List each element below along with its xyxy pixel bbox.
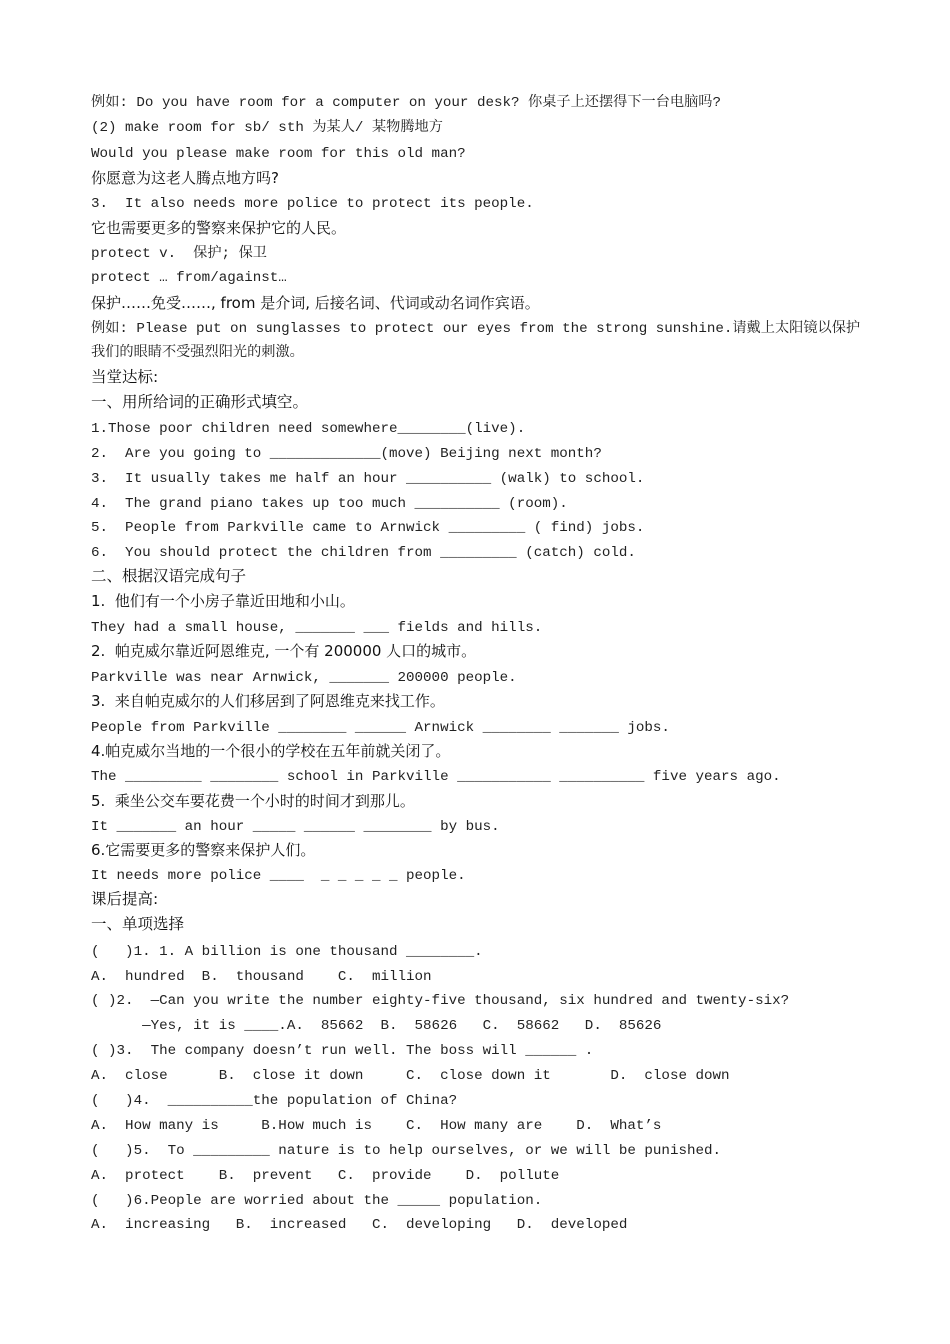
question-item: ( )6.People are worried about the _____ population. bbox=[91, 1193, 543, 1209]
exercise-item: 2. Are you going to _____________(move) Beijing next month? bbox=[91, 446, 602, 462]
section-heading: 课后提高: bbox=[91, 890, 159, 908]
exercise-item: Parkville was near Arnwick, _______ 200000 people. bbox=[91, 670, 517, 686]
answer-options: A. hundred B. thousand C. million bbox=[91, 969, 432, 985]
section-heading: 二、根据汉语完成句子 bbox=[91, 567, 247, 585]
answer-options: A. How many is B.How much is C. How many are D. What’s bbox=[91, 1118, 662, 1134]
question-item: ( )5. To _________ nature is to help ourselves, or we will be punished. bbox=[91, 1143, 722, 1159]
answer-options: A. increasing B. increased C. developing D. developed bbox=[91, 1217, 628, 1233]
exercise-prompt: 2. 帕克威尔靠近阿恩维克, 一个有 200000 人口的城市。 bbox=[91, 642, 477, 660]
question-item: ( )3. The company doesn’t run well. The boss will ______ . bbox=[91, 1043, 594, 1059]
exercise-prompt: 6.它需要更多的警察来保护人们。 bbox=[91, 841, 316, 859]
exercise-prompt: 4.帕克威尔当地的一个很小的学校在五年前就关闭了。 bbox=[91, 742, 451, 760]
section-heading: 当堂达标: bbox=[91, 368, 159, 386]
exercise-prompt: 1. 他们有一个小房子靠近田地和小山。 bbox=[91, 592, 355, 610]
text-line: Would you please make room for this old man? bbox=[91, 146, 466, 162]
question-item: ( )4. __________the population of China? bbox=[91, 1093, 458, 1109]
exercise-item: 3. It usually takes me half an hour __________ (walk) to school. bbox=[91, 471, 645, 487]
exercise-prompt: 5. 乘坐公交车要花费一个小时的时间才到那儿。 bbox=[91, 792, 415, 810]
section-heading: 一、用所给词的正确形式填空。 bbox=[91, 393, 309, 411]
text-line: (2) make room for sb/ sth 为某人/ 某物腾地方 bbox=[91, 120, 443, 136]
exercise-item: It _______ an hour _____ ______ ________ by bus. bbox=[91, 819, 500, 835]
exercise-item: The _________ ________ school in Parkville ___________ __________ five years ago. bbox=[91, 769, 781, 785]
text-line: 保护……免受……, from 是介词, 后接名词、代词或动名词作宾语。 bbox=[91, 294, 540, 312]
text-paragraph: 例如: Please put on sunglasses to protect our eyes from the strong sunshine.请戴上太阳镜以保护我们的眼睛不受强烈阳光的刺激。 bbox=[91, 321, 861, 361]
text-line: protect … from/against… bbox=[91, 270, 287, 286]
answer-options: —Yes, it is ____.A. 85662 B. 58626 C. 58662 D. 85626 bbox=[91, 1018, 662, 1034]
exercise-item: 4. The grand piano takes up too much __________ (room). bbox=[91, 496, 568, 512]
text-line: protect v. 保护; 保卫 bbox=[91, 246, 267, 262]
question-item: ( )2. —Can you write the number eighty-five thousand, six hundred and twenty-six? bbox=[91, 993, 790, 1009]
text-line: 它也需要更多的警察来保护它的人民。 bbox=[91, 219, 347, 237]
question-item: ( )1. 1. A billion is one thousand ________. bbox=[91, 944, 483, 960]
exercise-item: 5. People from Parkville came to Arnwick _________ ( find) jobs. bbox=[91, 520, 645, 536]
exercise-item: People from Parkville ________ ______ Arnwick ________ _______ jobs. bbox=[91, 720, 670, 736]
exercise-item: They had a small house, _______ ___ fields and hills. bbox=[91, 620, 543, 636]
exercise-prompt: 3. 来自帕克威尔的人们移居到了阿恩维克来找工作。 bbox=[91, 692, 445, 710]
text-line: 3. It also needs more police to protect its people. bbox=[91, 196, 534, 212]
exercise-item: 6. You should protect the children from _________ (catch) cold. bbox=[91, 545, 636, 561]
text-line: 你愿意为这老人腾点地方吗? bbox=[91, 169, 279, 187]
exercise-item: It needs more police ____ _ _ _ _ _ people. bbox=[91, 868, 466, 884]
answer-options: A. close B. close it down C. close down it D. close down bbox=[91, 1068, 730, 1084]
section-heading: 一、单项选择 bbox=[91, 915, 185, 933]
text-line: 例如: Do you have room for a computer on your desk? 你桌子上还摆得下一台电脑吗? bbox=[91, 95, 721, 111]
answer-options: A. protect B. prevent C. provide D. pollute bbox=[91, 1168, 560, 1184]
exercise-item: 1.Those poor children need somewhere________(live). bbox=[91, 421, 526, 437]
